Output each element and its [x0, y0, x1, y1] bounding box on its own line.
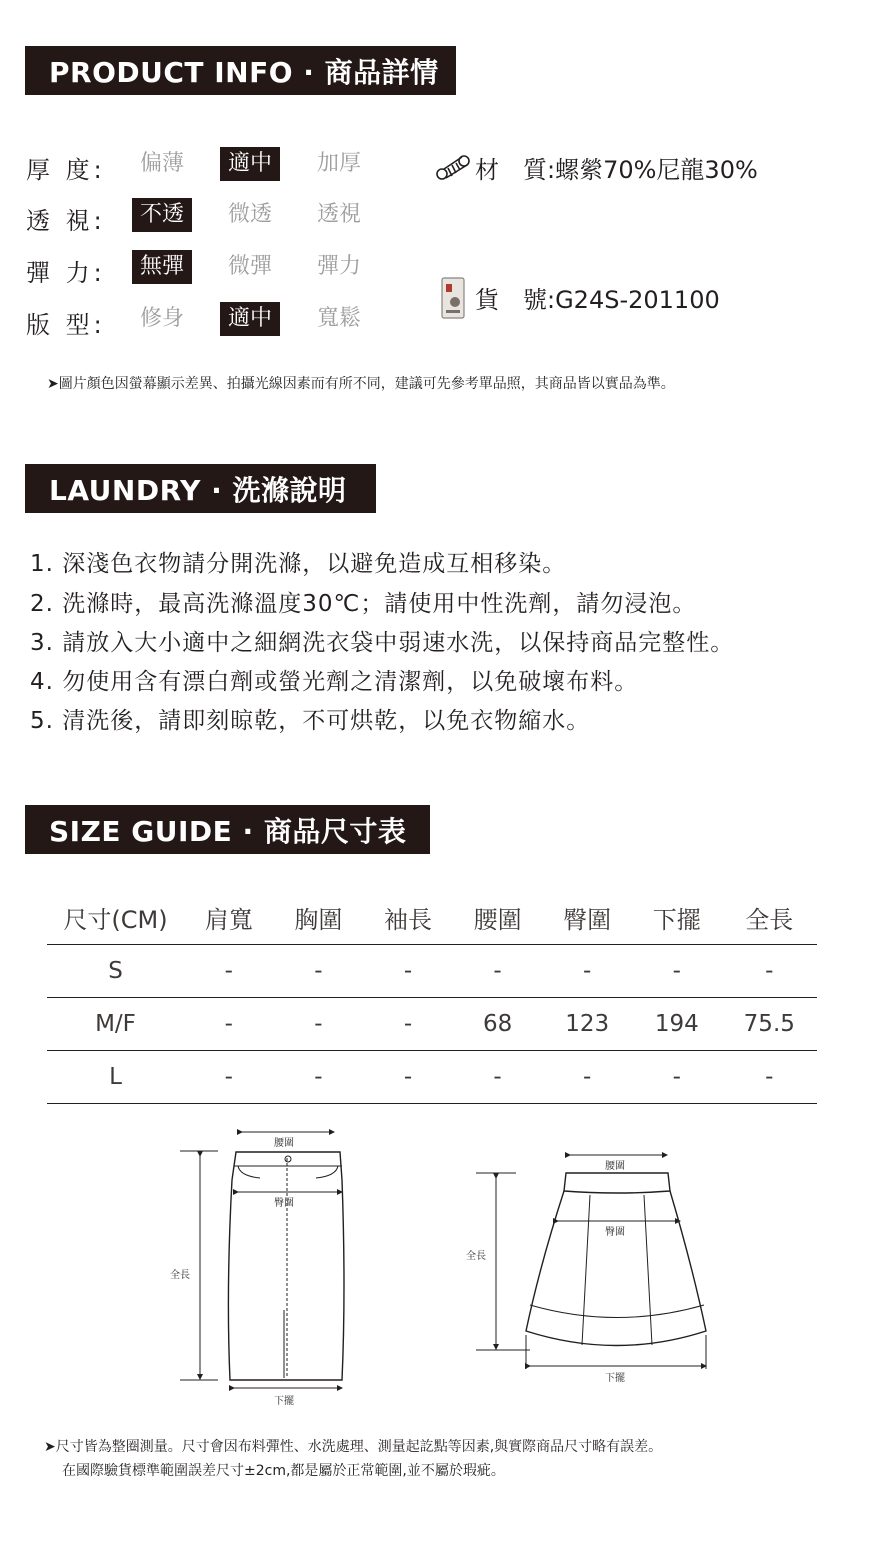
- product-info-title: PRODUCT INFO · 商品詳情: [49, 55, 439, 89]
- value-cell: -: [722, 945, 817, 998]
- value-cell: -: [542, 945, 632, 998]
- attribute-option-selected: 不透: [132, 198, 192, 232]
- value-cell: -: [542, 1051, 632, 1104]
- attribute-label: 透 視:: [26, 207, 106, 235]
- attribute-option: 修身: [140, 306, 185, 331]
- size-table-header-row: [47, 890, 817, 945]
- attribute-option: 寬鬆: [317, 306, 362, 331]
- laundry-item: 5. 清洗後，請即刻晾乾，不可烘乾，以免衣物縮水。: [30, 708, 591, 734]
- attribute-option-selected: 適中: [220, 302, 280, 336]
- laundry-item: 2. 洗滌時，最高洗滌溫度30℃；請使用中性洗劑，請勿浸泡。: [30, 591, 697, 617]
- value-cell: -: [453, 1051, 543, 1104]
- diagram-hem-label: 下擺: [605, 1373, 625, 1384]
- size-guide-header: [25, 805, 430, 854]
- material-text: 材 質:螺縈70%尼龍30%: [475, 156, 758, 184]
- value-cell: -: [363, 1051, 453, 1104]
- attribute-label: 厚 度:: [26, 156, 106, 184]
- laundry-title: LAUNDRY · 洗滌說明: [49, 473, 347, 507]
- header-chest: 胸圍: [274, 890, 364, 945]
- sku-text: 貨 號:G24S-201100: [475, 286, 720, 314]
- value-cell: -: [274, 945, 364, 998]
- value-cell: -: [722, 1051, 817, 1104]
- value-cell: 194: [632, 998, 722, 1051]
- value-cell: 123: [542, 998, 632, 1051]
- size-table: [47, 890, 817, 1104]
- diagram-hip-label: 臀圍: [274, 1198, 294, 1209]
- value-cell: -: [363, 945, 453, 998]
- diagram-hip-label: 臀圍: [605, 1227, 625, 1238]
- table-row: [47, 998, 817, 1051]
- table-row: [47, 1051, 817, 1104]
- header-hem: 下擺: [632, 890, 722, 945]
- size-cell: M/F: [47, 998, 184, 1051]
- value-cell: -: [274, 1051, 364, 1104]
- header-length: 全長: [722, 890, 817, 945]
- pencil-skirt-diagram: [160, 1120, 360, 1420]
- laundry-item: 1. 深淺色衣物請分開洗滌，以避免造成互相移染。: [30, 551, 567, 577]
- size-guide-title: SIZE GUIDE · 商品尺寸表: [49, 814, 407, 848]
- diagram-hem-label: 下擺: [274, 1396, 294, 1407]
- attribute-option: 偏薄: [140, 151, 185, 176]
- attribute-option: 彈力: [317, 254, 362, 279]
- laundry-header: [25, 464, 376, 513]
- product-info-header: [25, 46, 456, 95]
- attribute-option: 加厚: [317, 151, 362, 176]
- value-cell: -: [632, 1051, 722, 1104]
- attribute-option: 微透: [228, 202, 273, 227]
- value-cell: -: [453, 945, 543, 998]
- value-cell: 68: [453, 998, 543, 1051]
- attribute-option-selected: 無彈: [132, 250, 192, 284]
- attribute-option: 微彈: [228, 254, 273, 279]
- attribute-option-selected: 適中: [220, 147, 280, 181]
- diagram-waist-label: 腰圍: [605, 1161, 625, 1172]
- size-cell: S: [47, 945, 184, 998]
- laundry-item: 4. 勿使用含有漂白劑或螢光劑之清潔劑，以免破壞布料。: [30, 669, 639, 695]
- value-cell: -: [184, 1051, 274, 1104]
- color-disclaimer: ➤圖片顏色因螢幕顯示差異、拍攝光線因素而有所不同，建議可先參考單品照，其商品皆以實品為準。: [47, 376, 675, 392]
- value-cell: -: [363, 998, 453, 1051]
- size-cell: L: [47, 1051, 184, 1104]
- size-note-1: ➤尺寸皆為整圈測量。尺寸會因布料彈性、水洗處理、測量起訖點等因素,與實際商品尺寸略有誤差。: [44, 1439, 663, 1455]
- table-row: [47, 945, 817, 998]
- header-sleeve: 袖長: [363, 890, 453, 945]
- value-cell: -: [184, 945, 274, 998]
- diagram-waist-label: 腰圍: [274, 1138, 294, 1149]
- a-line-skirt-diagram: [460, 1145, 730, 1395]
- attribute-label: 版 型:: [26, 311, 106, 339]
- attribute-option: 透視: [317, 202, 362, 227]
- value-cell: -: [632, 945, 722, 998]
- laundry-item: 3. 請放入大小適中之細網洗衣袋中弱速水洗，以保持商品完整性。: [30, 630, 735, 656]
- diagram-length-label: 全長: [466, 1251, 486, 1262]
- header-shoulder: 肩寬: [184, 890, 274, 945]
- thread-spool-icon: [434, 152, 472, 182]
- attribute-label: 彈 力:: [26, 259, 106, 287]
- diagram-length-label: 全長: [170, 1270, 190, 1281]
- header-waist: 腰圍: [453, 890, 543, 945]
- header-size: 尺寸(CM): [47, 890, 184, 945]
- value-cell: 75.5: [722, 998, 817, 1051]
- value-cell: -: [184, 998, 274, 1051]
- value-cell: -: [274, 998, 364, 1051]
- tag-icon: [440, 276, 466, 320]
- size-note-2: 在國際驗貨標準範圍誤差尺寸±2cm,都是屬於正常範圍,並不屬於瑕疵。: [62, 1463, 505, 1479]
- header-hip: 臀圍: [542, 890, 632, 945]
